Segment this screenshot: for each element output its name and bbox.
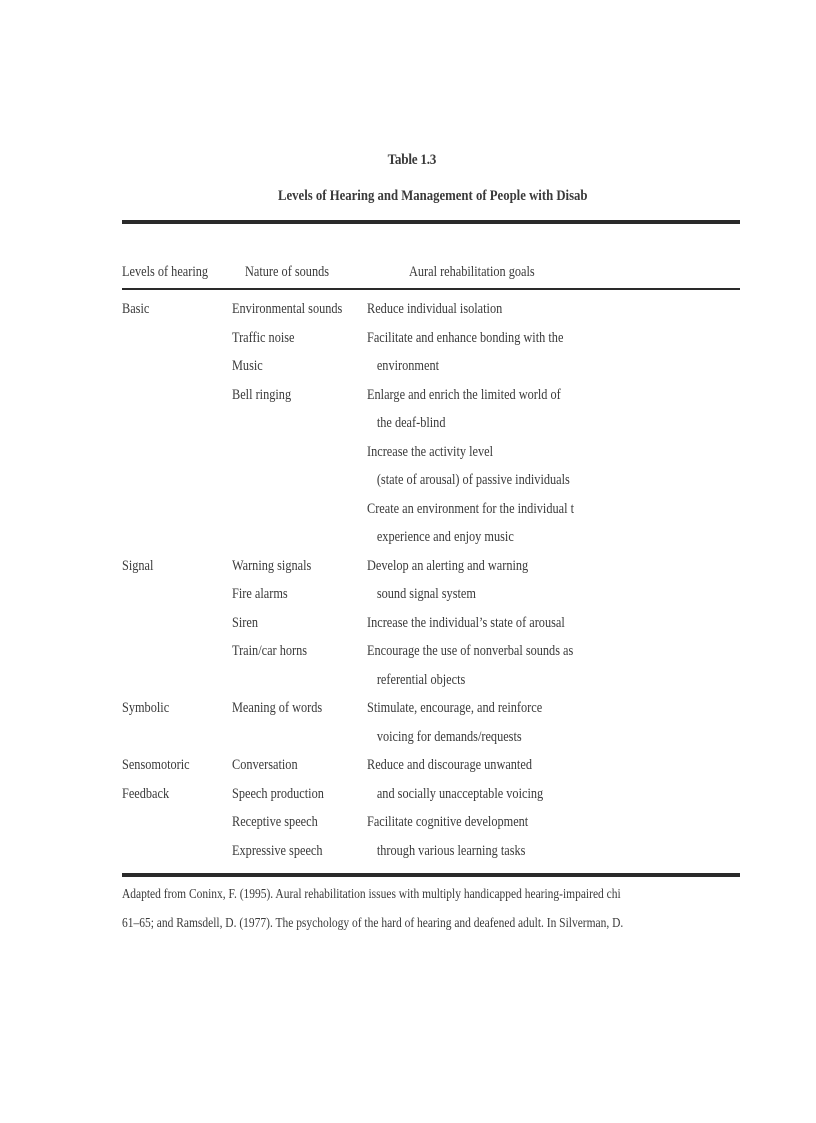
goal-text: the deaf-blind [376,415,446,431]
footnote-line-2: 61–65; and Ramsdell, D. (1977). The psychology of the hard of hearing and deafened adult. In Silverman, D. [122,916,624,931]
sound-cell [232,295,342,409]
header-rule [122,288,740,290]
sound-text: Expressive speech [232,842,323,859]
sound-text: Receptive speech [232,814,318,830]
sound-text: Bell ringing [232,386,292,403]
footnote-line-1: Adapted from Coninx, F. (1995). Aural rehabilitation issues with multiply handicapped hearing-impaired chi [122,887,621,902]
level-cell [122,295,149,324]
sound-cell [232,552,311,666]
level-cell [122,694,169,723]
goal-text: Increase the individual’s state of arousal [367,614,565,631]
level-text: Sensomotoric [122,757,190,773]
level-text: Symbolic [122,700,170,716]
goal-text: through various learning tasks [376,842,526,859]
table-number: Table 1.3 [387,152,437,168]
goal-text: Stimulate, encourage, and reinforce [367,700,543,716]
goal-text: and socially unacceptable voicing [376,785,544,802]
goal-text: Facilitate cognitive development [367,814,529,830]
goal-text: (state of arousal) of passive individuals [376,472,570,488]
sound-text: Traffic noise [232,329,295,346]
goal-text: Develop an alerting and warning [367,557,529,574]
sound-text: Speech production [232,785,324,802]
goal-cell [367,751,543,865]
goal-text: environment [376,358,440,374]
sound-text: Siren [232,614,258,631]
goal-text: sound signal system [376,586,476,602]
goal-text: Encourage the use of nonverbal sounds as [367,643,574,659]
goal-text: Reduce and discourage unwanted [367,757,532,773]
goal-text: experience and enjoy music [376,529,514,545]
goal-text: Reduce individual isolation [367,301,503,317]
level-cell [122,552,153,581]
header-nature-of-sounds: Nature of sounds [245,264,330,280]
sound-text: Warning signals [232,557,312,574]
goal-text: Facilitate and enhance bonding with the [367,329,564,346]
sound-text: Conversation [232,757,298,773]
goal-cell [367,295,574,552]
bottom-rule [122,873,740,877]
sound-text: Music [232,358,263,374]
goal-text: Enlarge and enrich the limited world of [367,386,561,403]
sound-text: Train/car horns [232,643,308,659]
goal-cell [367,694,542,751]
top-rule [122,220,740,224]
level-text: Signal [122,557,154,574]
sound-text: Meaning of words [232,700,323,716]
goal-cell [367,552,573,695]
sound-cell [232,751,324,865]
level-text: Basic [122,301,150,317]
header-levels-of-hearing: Levels of hearing [122,264,209,280]
goal-text: voicing for demands/requests [376,728,522,745]
header-aural-goals: Aural rehabilitation goals [409,264,535,280]
goal-text: Increase the activity level [367,443,494,460]
sound-text: Fire alarms [232,586,288,602]
sound-text: Environmental sounds [232,301,343,317]
table-title: Levels of Hearing and Management of People with Disab [278,188,588,204]
sound-cell [232,694,322,723]
goal-text: Create an environment for the individual t [367,500,574,517]
level-text: Feedback [122,785,170,802]
level-cell [122,751,190,808]
goal-text: referential objects [376,671,466,688]
